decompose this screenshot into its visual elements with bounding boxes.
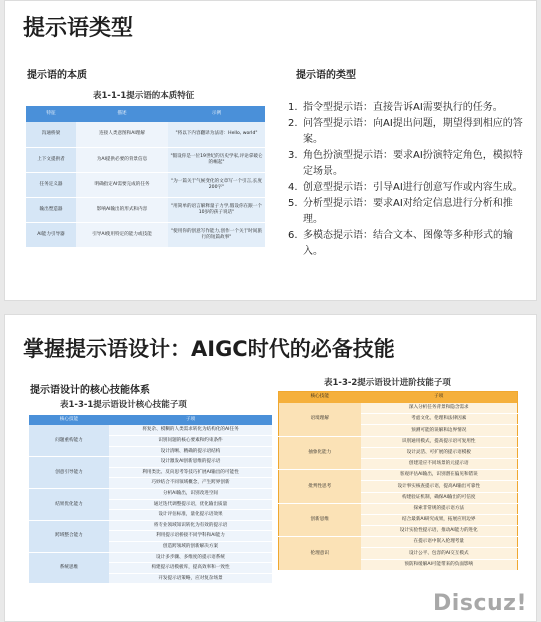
skill-cell: 问题重构能力 bbox=[29, 425, 109, 457]
table-row bbox=[26, 197, 265, 222]
subitem-cell: 创建适应不同场景的元提示语 bbox=[361, 458, 518, 469]
column-header: 核心技能 bbox=[29, 415, 109, 425]
subitem-cell: 分析AI输出，识别改进空间 bbox=[109, 489, 272, 500]
subitem-cell: 创造跨领域的创新解决方案 bbox=[109, 542, 272, 553]
subitem-cell: 探索非常规的提示语方法 bbox=[361, 503, 518, 514]
table-row bbox=[279, 503, 518, 514]
list-number: 1. bbox=[288, 102, 298, 113]
column-header: 子项 bbox=[361, 392, 518, 403]
subitem-cell: 设计清晰、精确的提示语结构 bbox=[109, 446, 272, 457]
table-caption: 表1-3-2提示语设计进阶技能子项 bbox=[324, 378, 451, 388]
table-cell: "将以下内容翻译为法语：Hello, world" bbox=[168, 122, 265, 147]
table-row bbox=[279, 403, 518, 414]
table-cell: "用简单的语言解释量子力学,假设你在跟一个10岁的孩子说话" bbox=[168, 197, 265, 222]
section-heading-types: 提示语的类型 bbox=[296, 70, 356, 81]
table-row bbox=[26, 222, 265, 247]
list-text: 角色扮演型提示语：要求AI扮演特定角色，模拟特定场景。 bbox=[303, 150, 523, 177]
table-row bbox=[279, 436, 518, 447]
table-row bbox=[279, 470, 518, 481]
table-row bbox=[29, 552, 272, 563]
essence-table bbox=[26, 106, 265, 248]
list-item bbox=[288, 100, 528, 116]
subitem-cell: 设计多步骤、多维度的提示语系统 bbox=[109, 552, 272, 563]
subitem-cell: 设计公平、包容的AI交互模式 bbox=[361, 548, 518, 559]
table-caption: 表1-3-1提示语设计核心技能子项 bbox=[60, 400, 187, 410]
subitem-cell: 将专业领域知识转化为有效的提示语 bbox=[109, 520, 272, 531]
list-number: 3. bbox=[288, 150, 298, 161]
subitem-cell: 预防和缓解AI可能带来的负面影响 bbox=[361, 559, 518, 570]
slide-title: 提示语类型 bbox=[23, 16, 134, 41]
subitem-cell: 利用类比、反向思考等技巧扩展AI输出的可能性 bbox=[109, 467, 272, 478]
table-cell: 上下文提供者 bbox=[26, 147, 76, 172]
core-skills-table bbox=[29, 415, 272, 584]
table-header-row bbox=[279, 392, 518, 403]
table-cell: 沟通桥梁 bbox=[26, 122, 76, 147]
skill-cell: 语境理解 bbox=[279, 403, 361, 437]
list-number: 5. bbox=[288, 198, 298, 209]
section-heading-essence: 提示语的本质 bbox=[27, 70, 87, 81]
table-row bbox=[26, 147, 265, 172]
table-caption: 表1-1-1提示语的本质特征 bbox=[93, 91, 195, 101]
column-header: 核心技能 bbox=[279, 392, 361, 403]
list-item bbox=[288, 180, 528, 196]
table-row bbox=[26, 172, 265, 197]
column-header: 特征 bbox=[26, 106, 76, 122]
subitem-cell: 设计评估标准，量化提示语效果 bbox=[109, 510, 272, 521]
table-row bbox=[29, 489, 272, 500]
list-item bbox=[288, 148, 528, 180]
list-number: 2. bbox=[288, 118, 298, 129]
column-header: 子项 bbox=[109, 415, 272, 425]
table-row bbox=[279, 537, 518, 548]
subitem-cell: 设计灵活、可扩展的提示语模板 bbox=[361, 447, 518, 458]
skill-cell: 抽象化能力 bbox=[279, 436, 361, 470]
list-text: 分析型提示语：要求AI对给定信息进行分析和推理。 bbox=[303, 198, 513, 225]
table-cell: 影响AI输出的形式和内容 bbox=[76, 197, 168, 222]
list-text: 多模态提示语：结合文本、图像等多种形式的输入。 bbox=[303, 230, 513, 257]
subitem-cell: 设计事实核查提示语，提高AI输出可靠性 bbox=[361, 481, 518, 492]
column-header: 描述 bbox=[76, 106, 168, 122]
skill-cell: 跨域整合能力 bbox=[29, 520, 109, 552]
table-cell: "使用你的创意写作能力,创作一个关于时间旅行的短篇故事" bbox=[168, 222, 265, 247]
subitem-cell: 识别通用模式，提高提示语可复用性 bbox=[361, 436, 518, 447]
subitem-cell: 预测可能的误解和边界情况 bbox=[361, 425, 518, 436]
list-text: 问答型提示语：向AI提出问题，期望得到相应的答案。 bbox=[303, 118, 523, 145]
list-text: 指令型提示语：直接告诉AI需要执行的任务。 bbox=[303, 102, 503, 113]
skill-cell: 创意引导能力 bbox=[29, 457, 109, 489]
subitem-cell: 利用提示语桥接不同学科和AI能力 bbox=[109, 531, 272, 542]
table-cell: "为一篇关于气候变化的文章写一个引言,长度200字" bbox=[168, 172, 265, 197]
subitem-cell: 构建验证机制，确保AI输出的可信度 bbox=[361, 492, 518, 503]
table-cell: 引导AI使用特定的能力或技能 bbox=[76, 222, 168, 247]
list-number: 6. bbox=[288, 230, 298, 241]
watermark-logo: Discuz! bbox=[433, 591, 527, 616]
subitem-cell: 构建提示语模板库，提高效率和一致性 bbox=[109, 563, 272, 574]
skill-cell: 伦理意识 bbox=[279, 537, 361, 571]
section-heading-core-skills: 提示语设计的核心技能体系 bbox=[30, 385, 150, 396]
table-cell: 为AI提供必要的背景信息 bbox=[76, 147, 168, 172]
slide-title: 掌握提示语设计：AIGC时代的必备技能 bbox=[23, 337, 395, 361]
skill-cell: 创新思维 bbox=[279, 503, 361, 537]
list-item bbox=[288, 228, 528, 260]
subitem-cell: 设计激发AI创新思维的提示语 bbox=[109, 457, 272, 468]
subitem-cell: 在提示语中嵌入伦理考量 bbox=[361, 537, 518, 548]
list-text: 创意型提示语：引导AI进行创意写作或内容生成。 bbox=[303, 182, 523, 193]
subitem-cell: 开发提示语策略，应对复杂场景 bbox=[109, 573, 272, 584]
subitem-cell: 识别问题的核心要素和约束条件 bbox=[109, 436, 272, 447]
table-row bbox=[29, 457, 272, 468]
table-cell: 连接人类意图和AI理解 bbox=[76, 122, 168, 147]
column-header: 示例 bbox=[168, 106, 265, 122]
list-number: 4. bbox=[288, 182, 298, 193]
table-cell: 任务定义器 bbox=[26, 172, 76, 197]
table-row bbox=[29, 425, 272, 436]
subitem-cell: 巧妙结合不同领域概念，产生跨界创新 bbox=[109, 478, 272, 489]
advanced-skills-table bbox=[278, 391, 518, 571]
list-item bbox=[288, 196, 528, 228]
table-cell: 输出塑造器 bbox=[26, 197, 76, 222]
subitem-cell: 将复杂、模糊的人类需求转化为结构化的AI任务 bbox=[109, 425, 272, 436]
subitem-cell: 通过迭代调整提示语，优化输出质量 bbox=[109, 499, 272, 510]
subitem-cell: 结合最新AI研究成果，拓展应用边界 bbox=[361, 514, 518, 525]
list-item bbox=[288, 116, 528, 148]
subitem-cell: 深入分析任务背景和隐含需求 bbox=[361, 403, 518, 414]
table-header-row bbox=[29, 415, 272, 425]
subitem-cell: 设计实验性提示语，推动AI能力的进化 bbox=[361, 526, 518, 537]
skill-cell: 批判性思考 bbox=[279, 470, 361, 504]
skill-cell: 系统思维 bbox=[29, 552, 109, 584]
table-row bbox=[26, 122, 265, 147]
skill-cell: 结果优化能力 bbox=[29, 489, 109, 521]
table-row bbox=[29, 520, 272, 531]
table-cell: "假设你是一位19世纪的历史学家,评论拿破仑的崛起" bbox=[168, 147, 265, 172]
subitem-cell: 考虑文化、伦理和法律因素 bbox=[361, 414, 518, 425]
table-header-row bbox=[26, 106, 265, 122]
table-cell: AI能力引导器 bbox=[26, 222, 76, 247]
table-cell: 明确指定AI需要完成的任务 bbox=[76, 172, 168, 197]
subitem-cell: 客观评估AI输出，识别潜在偏见和错误 bbox=[361, 470, 518, 481]
prompt-type-list bbox=[288, 100, 528, 260]
